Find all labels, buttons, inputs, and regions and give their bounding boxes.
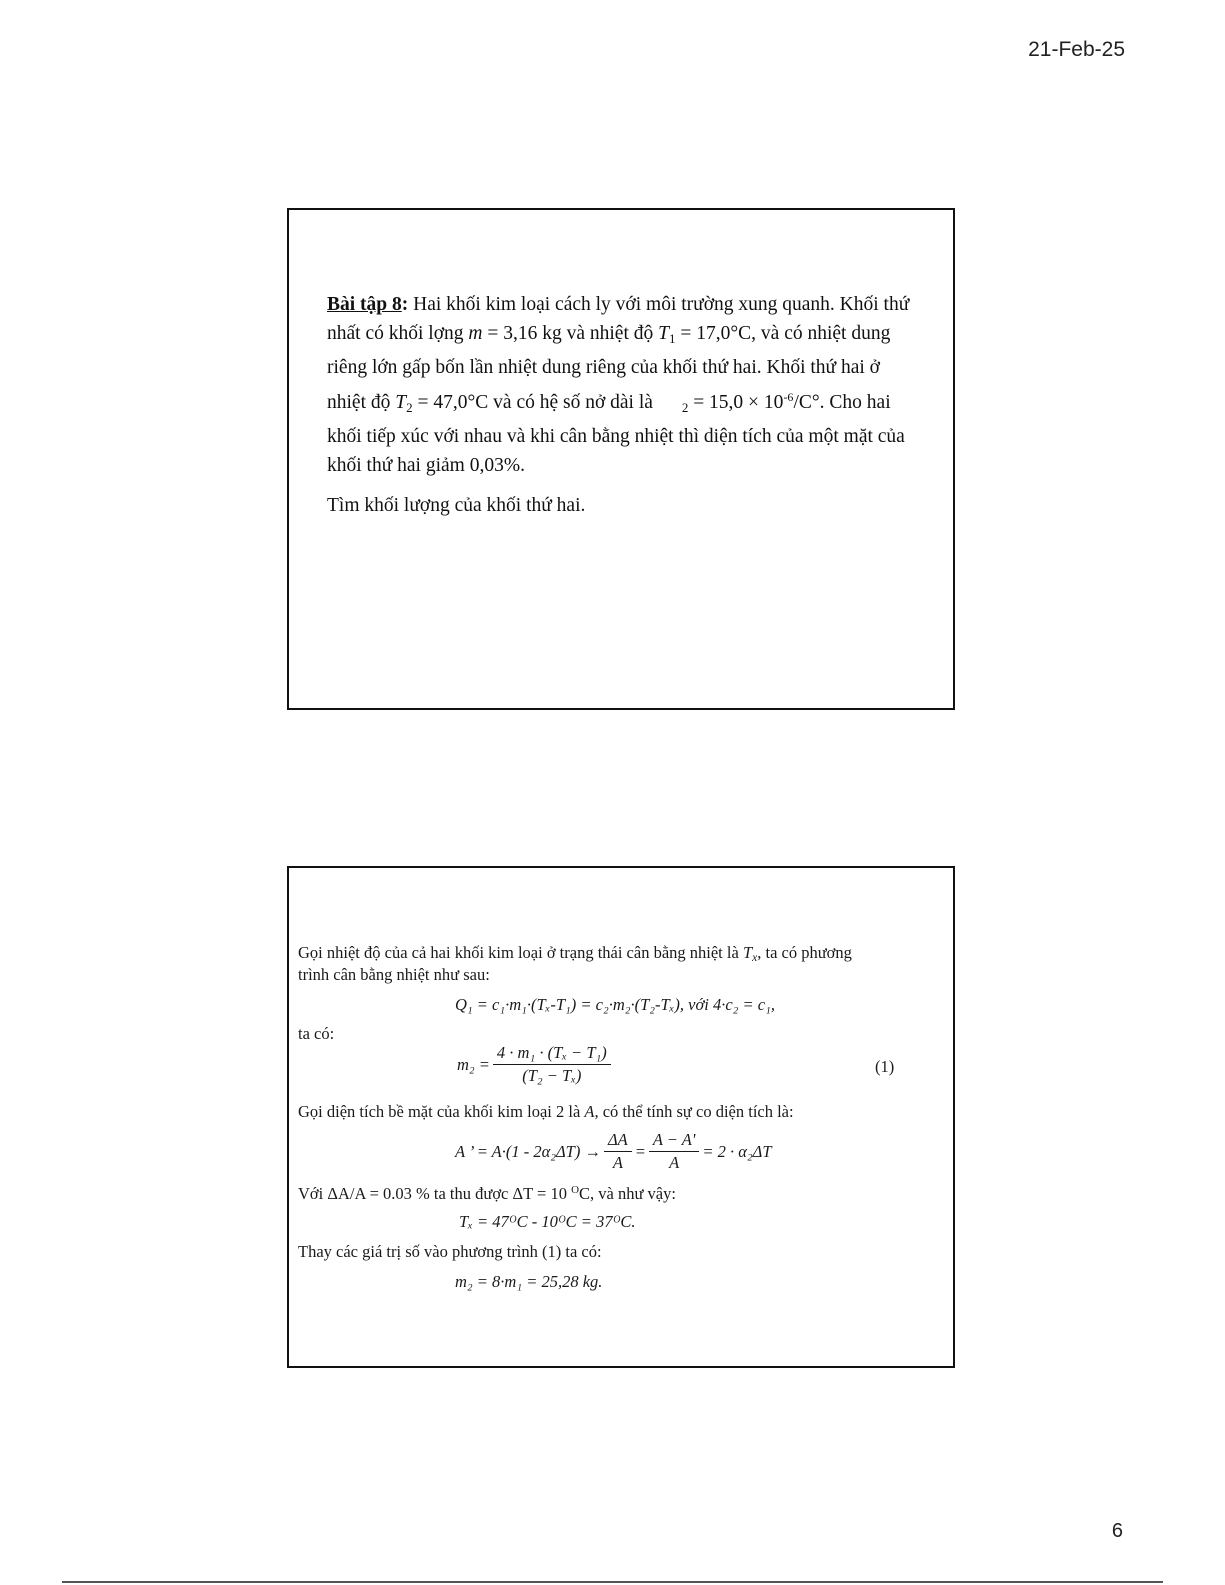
symbol-A: A (584, 1102, 595, 1121)
bottom-divider (62, 1581, 1163, 1583)
equation-area-change (455, 1130, 772, 1173)
page-number: 6 (1111, 1520, 1123, 1542)
line1-text-b: , ta có phương (757, 943, 852, 962)
fraction-A-minus-A-prime-den: A (669, 1153, 680, 1172)
fraction-dA-den: A (612, 1153, 623, 1172)
fraction-A-minus-A-prime-num: A − A' (649, 1130, 699, 1152)
solution-line-4 (298, 1102, 794, 1122)
equation-result: m₂ = 8·m₁ = 25,28 kg. (455, 1272, 603, 1291)
line4-text-b: , có thể tính sự co diện tích là: (594, 1102, 794, 1121)
exercise-question: Tìm khối lượng của khối thứ hai. (327, 495, 586, 517)
solution-content (289, 868, 953, 1366)
statement-part-a: Hai khối kim loại cách ly với môi trường xung quanh. Khối thứ nhất có khối lợng (327, 294, 910, 345)
exercise-statement (327, 290, 917, 480)
line5-text-b: C, và như vậy: (579, 1184, 676, 1203)
symbol-alpha-sub: 2 (681, 399, 689, 415)
degree-sup: O (571, 1184, 580, 1196)
equation-1-lhs: m₂ = (457, 1054, 490, 1074)
fraction-A-minus-A-prime (649, 1130, 699, 1173)
exponent: -6 (783, 389, 794, 404)
slide-exercise-8 (287, 208, 955, 710)
equation-area-lhs: A ’ = A·(1 - 2α₂ΔT) → (455, 1141, 601, 1161)
fraction-dA-num: ΔA (604, 1130, 632, 1152)
equation-1 (457, 1043, 614, 1086)
statement-part-b: = 3,16 kg và nhiệt độ (482, 323, 659, 345)
header-date: 21-Feb-25 (1028, 38, 1125, 61)
equation-area-equals: = (634, 1141, 646, 1161)
equation-1-label: (1) (875, 1057, 895, 1076)
line4-text-a: Gọi diện tích bề mặt của khối kim loại 2 là (298, 1102, 585, 1121)
exercise-title-colon: : (401, 294, 409, 315)
equation-1-fraction (493, 1043, 611, 1086)
statement-part-f: /C°. Cho hai khối tiếp xúc với nhau và khi cân bằng nhiệt thì diện tích của một mặt của khối thứ hai giảm 0,03%. (327, 391, 905, 477)
exercise-title: Bài tập 8 (327, 294, 402, 315)
solution-line-5 (298, 1184, 676, 1204)
symbol-T2: T (395, 391, 407, 413)
symbol-T2-sub: 2 (406, 399, 413, 415)
equation-area-rhs: = 2 · α₂ΔT (702, 1141, 772, 1161)
symbol-Tx-sub: x (752, 952, 758, 964)
line5-text-a: Với ΔA/A = 0.03 % ta thu được ΔT = 10 (298, 1184, 572, 1203)
statement-part-c: = 17,0°C, và có nhiệt dung riêng lớn gấp bốn lần nhiệt dung riêng của khối thứ hai. Khối thứ hai ở nhiệt độ (327, 323, 891, 413)
equation-heat-balance: Q₁ = c₁·m₁·(Tₓ-T₁) = c₂·m₂·(T₂-Tₓ), với 4·c₂ = c₁, (455, 995, 775, 1014)
solution-line-1 (298, 943, 852, 964)
equation-1-numerator: 4 · m₁ · (Tₓ − T₁) (493, 1043, 611, 1065)
equation-1-denominator: (T₂ − Tₓ) (522, 1066, 582, 1085)
solution-line-3: ta có: (298, 1024, 335, 1043)
fraction-dA-over-A (604, 1130, 632, 1173)
equation-Tx: Tₓ = 47ᴼC - 10ᴼC = 37ᴼC. (459, 1212, 636, 1231)
symbol-Tx: T (742, 943, 753, 962)
symbol-T1: T (658, 323, 669, 345)
solution-line-6: Thay các giá trị số vào phương trình (1) ta có: (298, 1242, 602, 1261)
statement-part-d: = 47,0°C và có hệ số nở dài là (412, 391, 658, 413)
slide-solution (287, 866, 955, 1368)
symbol-m: m (468, 323, 483, 345)
line1-text-a: Gọi nhiệt độ của cả hai khối kim loại ở trạng thái cân bằng nhiệt là (298, 943, 743, 962)
exercise-text (327, 290, 917, 520)
solution-line-2: trình cân bằng nhiệt như sau: (298, 965, 490, 984)
statement-part-e: = 15,0 × 10 (688, 391, 784, 413)
symbol-T1-sub: 1 (668, 331, 676, 347)
